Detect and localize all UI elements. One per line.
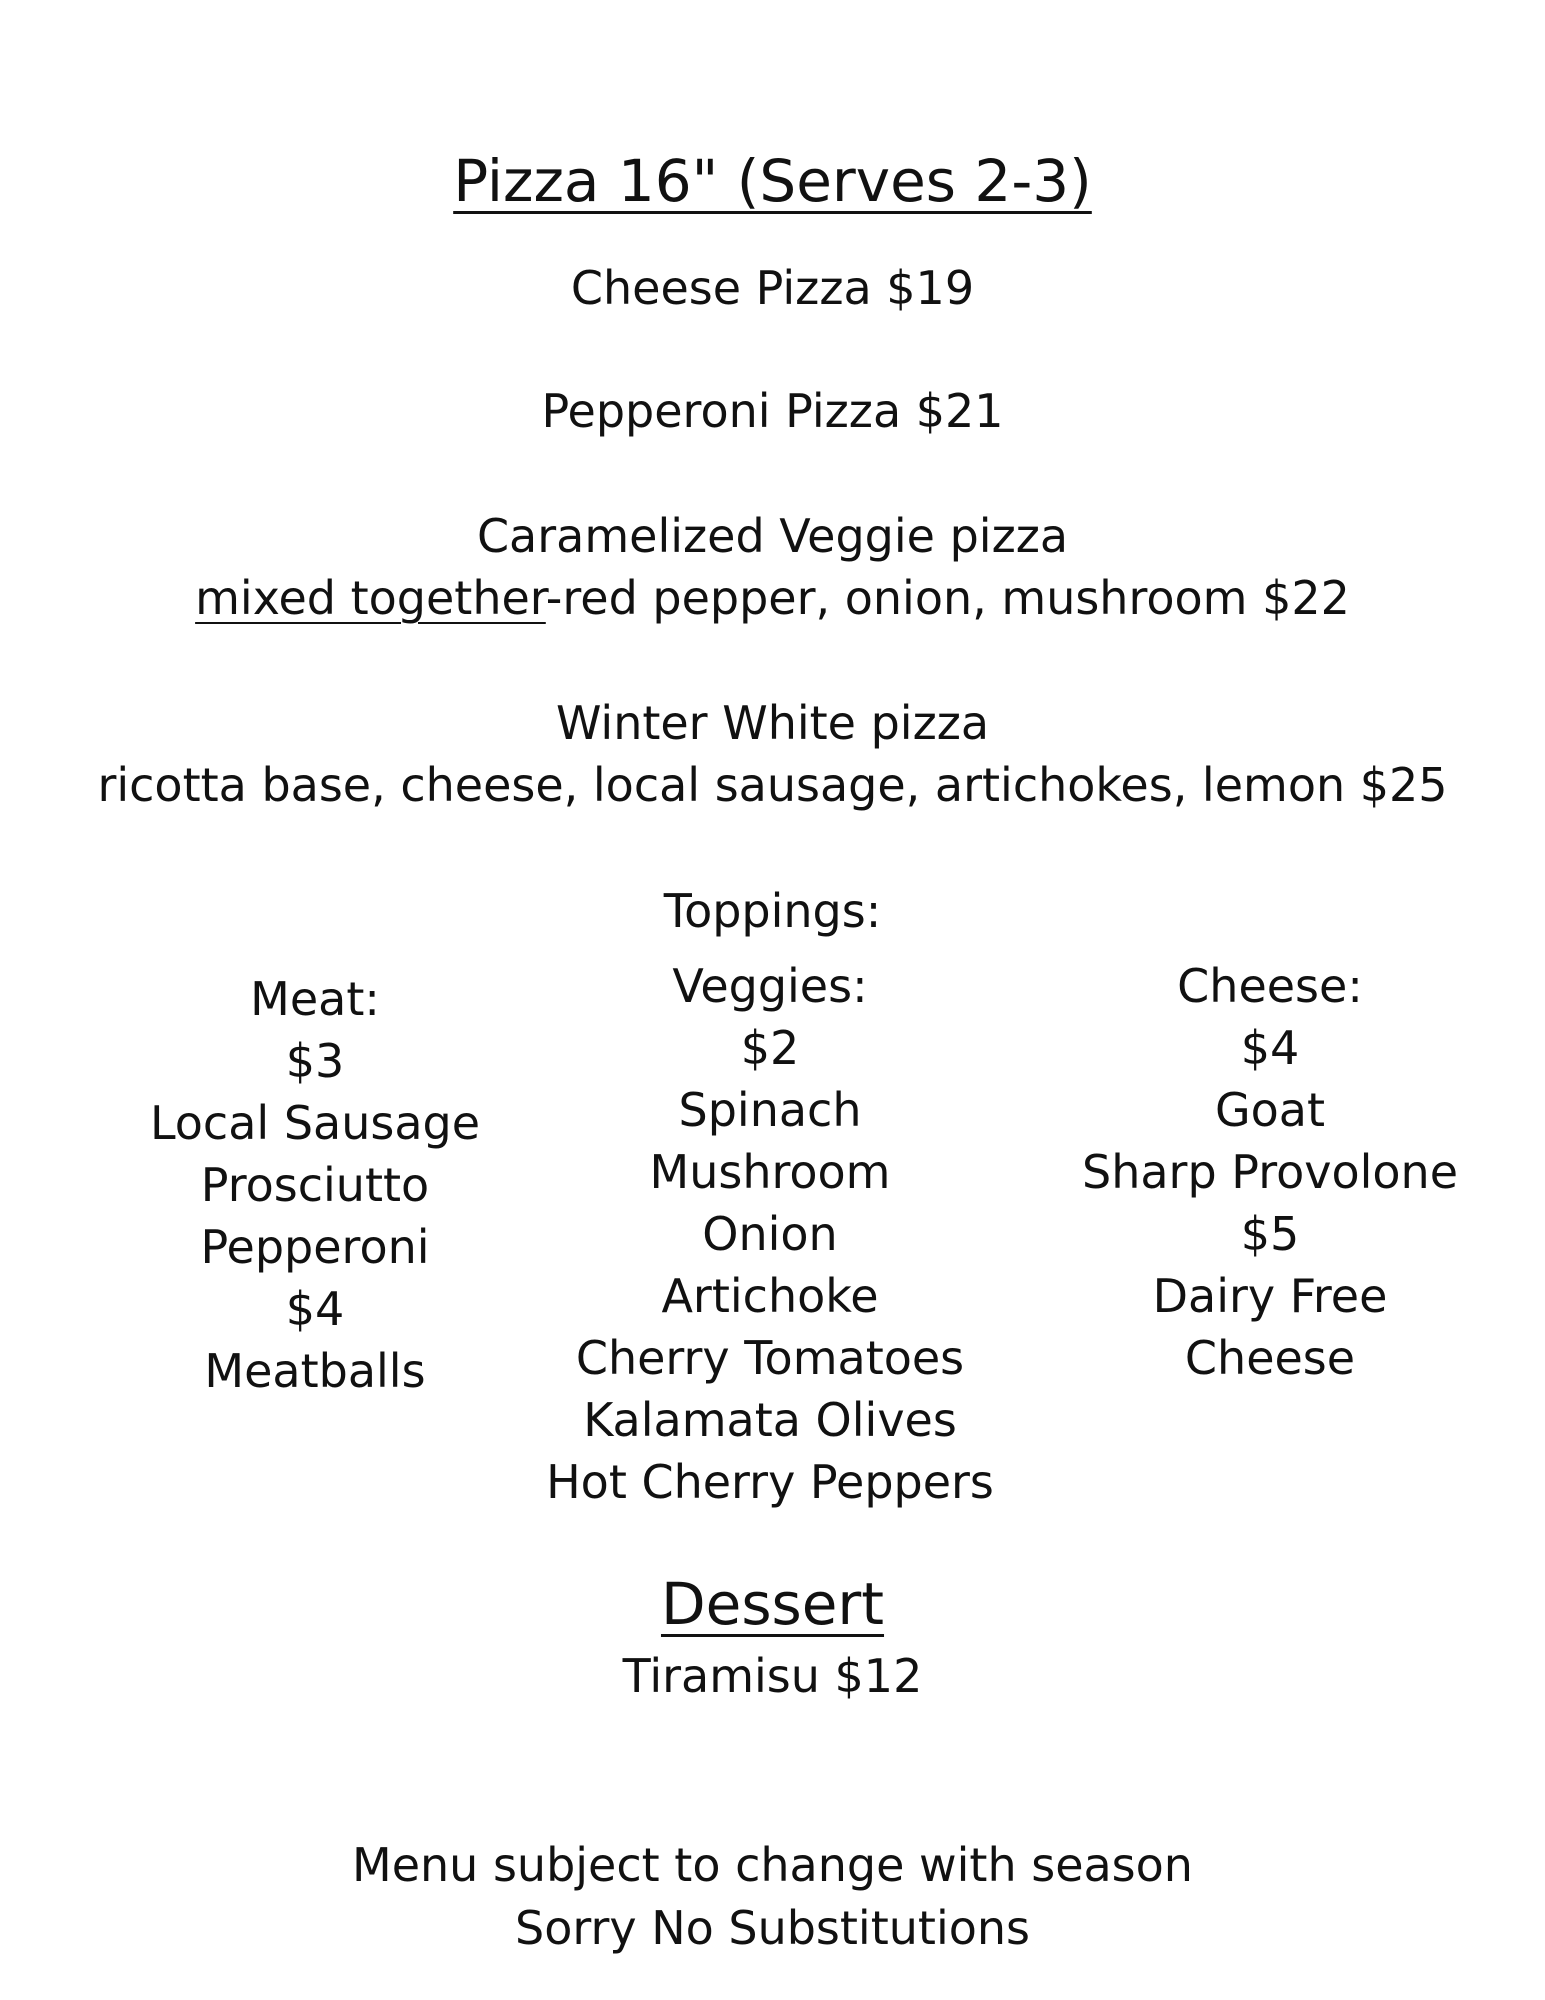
veggie-topping: Kalamata Olives [583, 1393, 957, 1447]
footer-season-note: Menu subject to change with season [352, 1838, 1193, 1892]
veggie-topping: Mushroom [649, 1145, 891, 1199]
veggie-topping: Spinach [678, 1083, 862, 1137]
meat-price: $4 [285, 1282, 345, 1336]
cheese-topping: Dairy Free [1152, 1269, 1388, 1323]
cheese-price: $5 [1240, 1207, 1300, 1261]
meat-heading: Meat: [250, 972, 380, 1026]
veggie-topping: Artichoke [661, 1269, 879, 1323]
meat-topping: Local Sausage [149, 1096, 481, 1150]
cheese-price: $4 [1240, 1021, 1300, 1075]
cheese-toppings-column [1040, 955, 1500, 1389]
dessert-title: Dessert [660, 1570, 885, 1638]
meat-toppings-column [115, 968, 515, 1402]
veggies-price: $2 [740, 1021, 800, 1075]
veggie-topping: Hot Cherry Peppers [546, 1455, 994, 1509]
veggie-pizza-description [0, 571, 1545, 625]
cheese-heading: Cheese: [1177, 959, 1363, 1013]
pepperoni-pizza-item: Pepperoni Pizza $21 [541, 384, 1004, 438]
cheese-pizza-item: Cheese Pizza $19 [570, 261, 975, 315]
footer-substitutions-note: Sorry No Substitutions [515, 1901, 1030, 1955]
veggie-ingredients-text: -red pepper, onion, mushroom $22 [545, 571, 1350, 625]
cheese-topping: Cheese [1184, 1331, 1356, 1385]
veggie-pizza-name: Caramelized Veggie pizza [476, 509, 1069, 563]
toppings-heading: Toppings: [663, 884, 882, 938]
cheese-topping: Sharp Provolone [1082, 1145, 1458, 1199]
menu-title: Pizza 16" (Serves 2-3) [453, 147, 1092, 215]
veggies-heading: Veggies: [672, 959, 868, 1013]
cheese-topping: Goat [1214, 1083, 1325, 1137]
winter-white-pizza-description: ricotta base, cheese, local sausage, artichokes, lemon $25 [97, 758, 1448, 812]
meat-topping: Meatballs [204, 1344, 426, 1398]
winter-white-pizza-name: Winter White pizza [555, 696, 990, 750]
meat-topping: Pepperoni [200, 1220, 430, 1274]
dessert-item: Tiramisu $12 [622, 1649, 923, 1703]
veggie-mixed-together-text: mixed together [195, 571, 546, 625]
veggie-topping: Cherry Tomatoes [575, 1331, 965, 1385]
meat-topping: Prosciutto [200, 1158, 430, 1212]
meat-price: $3 [285, 1034, 345, 1088]
veggie-topping: Onion [702, 1207, 838, 1261]
veggie-toppings-column [520, 955, 1020, 1513]
